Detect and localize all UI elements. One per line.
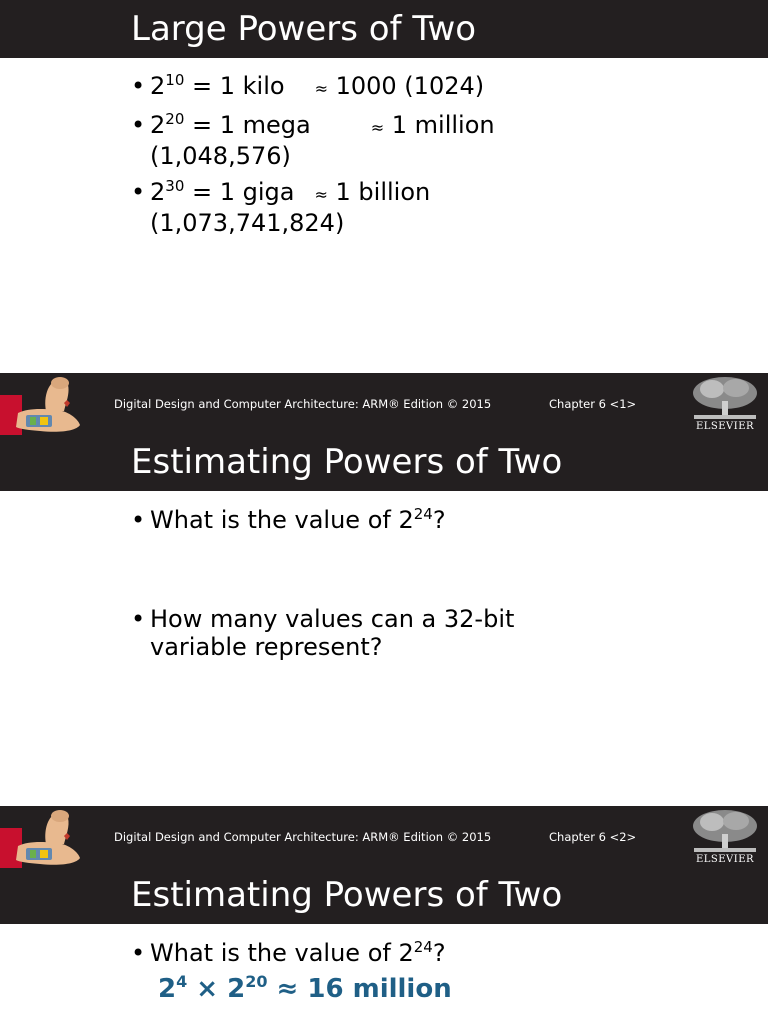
approx-sign: ≈	[314, 79, 328, 98]
slide-2-title-bar	[0, 439, 768, 491]
approx-sign: ≈	[370, 118, 385, 137]
bullet-prefix: = 1 kilo	[184, 72, 285, 100]
bullet-value: 1 billion	[327, 178, 431, 206]
bullet-dot: •	[131, 939, 146, 967]
bullet-prefix: = 1 mega	[184, 111, 311, 139]
question-text: How many values can a 32-bit variable represent?	[150, 605, 515, 661]
question-exponent: 24	[413, 505, 433, 523]
question-exponent: 24	[413, 938, 433, 956]
question-suffix: ?	[432, 506, 446, 534]
elsevier-tree-logo	[690, 375, 760, 435]
answer-base-1: 2	[158, 974, 177, 1004]
question-text: What is the value of 2	[150, 939, 414, 967]
question-text: What is the value of 2	[150, 506, 414, 534]
footer-chapter: Chapter 6 <1>	[549, 397, 637, 411]
question-suffix: ?	[432, 939, 446, 967]
slide-2-footer	[0, 806, 768, 872]
bullet-exponent: 30	[165, 177, 185, 195]
bullet-exponent: 10	[165, 71, 185, 89]
slide-2-questions	[131, 506, 570, 669]
bullet-dot: •	[131, 111, 146, 139]
slide-1-title-bar	[0, 0, 768, 58]
answer-exponent-1: 4	[176, 972, 188, 991]
publisher-name: ELSEVIER	[695, 854, 755, 865]
bullet-base: 2	[150, 72, 166, 100]
flexed-arm-tattoo-icon	[0, 375, 84, 435]
flexed-arm-tattoo-icon	[0, 808, 84, 868]
bullet-value: 1 million	[384, 111, 495, 139]
slide-1-title: Large Powers of Two	[131, 9, 477, 49]
footer-chapter: Chapter 6 <2>	[549, 830, 637, 844]
bullet-detail: (1,073,741,824)	[150, 209, 345, 237]
footer-book-title: Digital Design and Computer Architecture: ARM® Edition © 2015	[114, 397, 492, 411]
elsevier-tree-logo	[690, 808, 760, 868]
bullet-exponent: 20	[165, 110, 185, 128]
question-value-2-24	[131, 506, 570, 534]
slide-3-questions	[131, 939, 446, 975]
question-value-2-24	[131, 939, 446, 967]
answer-result: ≈ 16 million	[267, 974, 452, 1004]
answer-exponent-2: 20	[245, 972, 268, 991]
slide-1-footer	[0, 373, 768, 439]
slide-2-title: Estimating Powers of Two	[131, 442, 563, 482]
bullet-prefix: = 1 giga	[184, 178, 295, 206]
bullet-detail: (1,048,576)	[150, 142, 291, 170]
approx-sign: ≈	[314, 185, 328, 204]
bullet-dot: •	[131, 178, 146, 206]
bullet-value: 1000 (1024)	[327, 72, 485, 100]
answer-base-2: 2	[227, 974, 246, 1004]
bullet-dot: •	[131, 506, 146, 534]
slide-3-title-bar	[0, 872, 768, 924]
answer-line	[158, 973, 452, 1005]
publisher-name: ELSEVIER	[695, 421, 755, 432]
question-32-bit	[131, 605, 570, 661]
bullet-base: 2	[150, 178, 166, 206]
bullet-dot: •	[131, 72, 146, 100]
bullet-dot: •	[131, 605, 146, 633]
bullet-kilo	[131, 72, 495, 103]
bullet-giga	[131, 178, 495, 237]
slide-3-title: Estimating Powers of Two	[131, 875, 563, 915]
answer-times: ×	[187, 974, 228, 1004]
slide-1-bullets	[131, 72, 495, 245]
footer-book-title: Digital Design and Computer Architecture: ARM® Edition © 2015	[114, 830, 492, 844]
bullet-base: 2	[150, 111, 166, 139]
bullet-mega	[131, 111, 495, 170]
